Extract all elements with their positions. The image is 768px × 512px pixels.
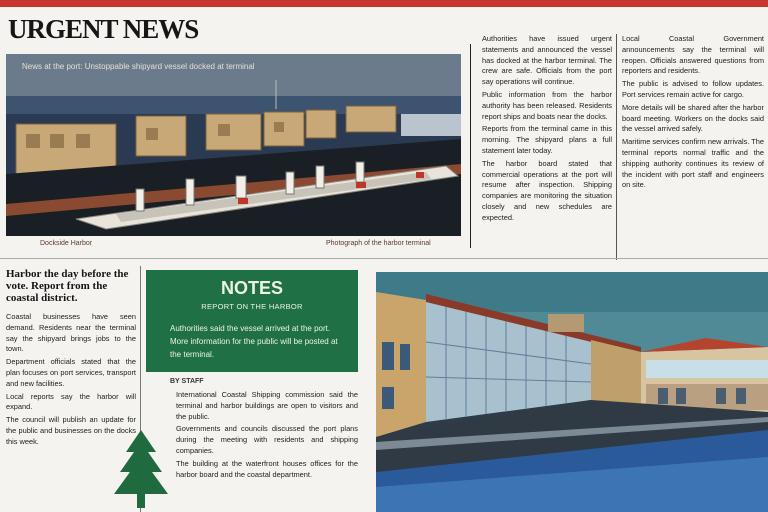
paragraph: The harbor board stated that commercial operations at the port will resume after inspection. Shipping companies are monitoring the situation closely and new schedules are expected. [482,158,612,222]
notes-box [146,270,358,372]
notes-title: NOTES [220,278,283,298]
building-illustration [376,272,768,512]
section-divider [0,258,768,259]
paragraph: Local reports say the harbor will expand. [6,391,136,412]
paragraph: Public information from the harbor authority has been released. Residents report ships and boats near the docks. [482,89,612,121]
paragraph: The council will publish an update for the public and businesses on the docks this week. [6,415,136,446]
hero-photo [6,54,461,236]
tree-icon [112,430,170,510]
paragraph: The building at the waterfront houses offices for the harbor board and the coastal department. [176,458,358,479]
paragraph: Reports from the terminal came in this morning. The shipyard plans a full statement later today. [482,124,612,155]
paragraph: Governments and councils discussed the port plans during the meeting with residents and shipping companies. [176,424,358,455]
notes-body: Authorities said the vessel arrived at the port. More information for the public will be posted at the terminal. [170,324,338,359]
left-lead-headline: Harbor the day before the vote. Report from the coastal district. [6,268,129,304]
paragraph: International Coastal Shipping commission said the terminal and harbor buildings are open to visitors and the public. [176,390,358,421]
notes-subtitle: REPORT ON THE HARBOR [201,302,303,311]
paragraph: Maritime services confirm new arrivals. The terminal reports normal traffic and the shipping authority continues its review of the incident with port staff and engineers on site. [622,137,764,190]
hero-credit-right: Photograph of the harbor terminal [326,240,431,247]
paragraph: Local Coastal Government announcements say the terminal will reopen. Officials answered questions from reporters and residents. [622,34,764,76]
masthead-title: URGENT NEWS [8,14,199,44]
column-divider [470,44,471,248]
top-accent-bar [0,0,768,7]
hero-caption: News at the port: Unstoppable shipyard vessel docked at terminal [22,62,255,71]
paragraph: The public is advised to follow updates. Port services remain active for cargo. [622,79,764,99]
paragraph: Authorities have issued urgent statements and announced the vessel has docked at the harbor terminal. The crew are safe. Officials from the port say operations will continue. [482,34,612,87]
paragraph: More details will be shared after the harbor board meeting. Workers on the docks said the vessel arrived safely. [622,102,764,134]
middle-article-body [176,390,358,512]
paragraph: Department officials stated that the plan focuses on port services, transport and new facilities. [6,357,136,388]
harbor-ship-illustration [6,54,461,236]
hero-credit-bar [6,238,461,252]
byline: BY STAFF [170,378,204,385]
hero-credit-left: Dockside Harbor [40,240,93,247]
paragraph: Coastal businesses have seen demand. Residents near the terminal say the shipyard brings jobs to the town. [6,312,136,354]
article-column-a [482,34,612,252]
article-column-b [622,34,764,254]
column-divider [616,34,617,260]
waterfront-building-photo [376,272,768,512]
